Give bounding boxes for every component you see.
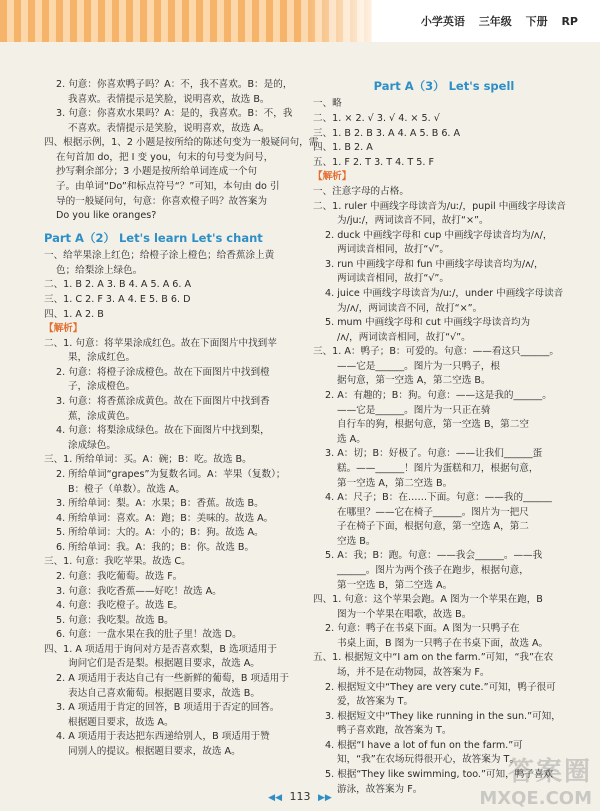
header-bar xyxy=(0,0,600,42)
answer-line: 子，涂成橙色。 xyxy=(68,381,136,393)
answer-line: 不喜欢。表情提示是笑脸，说明喜欢，故选 A。 xyxy=(68,122,270,134)
answer-line: 4. 句意：将梨涂成绿色。故在下面图片中找到梨， xyxy=(56,425,270,437)
answer-line: 3. 根据短文中“They like running in the sun.”可知， xyxy=(325,710,561,722)
answer-line: 2. A：有趣的；B：狗。句意：——这是我的______。 xyxy=(325,390,552,402)
answer-line: 4. 根据“I have a lot of fun on the farm.”可 xyxy=(325,739,523,751)
answer-line: 书桌上面，B 图为一只鸭子在书桌下面，故选 A。 xyxy=(337,637,549,649)
answer-line: 3. 句意：将香蕉涂成黄色。故在下面图片中找到香 xyxy=(56,396,270,408)
prev-arrows-icon: ◀◀ xyxy=(268,793,282,803)
subject-label: 小学英语 xyxy=(420,15,465,28)
answer-line: 鸭子喜欢跑，故答案为 T。 xyxy=(337,725,452,737)
answer-line: /ʌ/，两词读音相同，故打“√”。 xyxy=(337,331,471,343)
answer-line: 子在椅子下面，根据句意，第一空选 A，第二 xyxy=(337,521,529,533)
answer-line: 2. 句意：将橙子涂成橙色。故在下面图片中找到橙 xyxy=(56,366,270,378)
answer-line: 三、1. A：鸭子；B：可爱的。句意：——看这只______。 xyxy=(313,346,560,358)
answer-line: 两词读音相同，故打“√”。 xyxy=(337,244,449,256)
answer-line: 二、1. 句意：将苹果涂成红色。故在下面图片中找到苹 xyxy=(44,337,277,349)
answer-line: 四、1. A 2. B xyxy=(44,308,104,320)
answer-line: 三、1. C 2. F 3. A 4. E 5. B 6. D xyxy=(44,293,191,305)
answer-line: 2. 句意：你喜欢鸭子吗？A：不，我不喜欢。B：是的， xyxy=(56,79,293,90)
answer-line: 一、注意字母的占格。 xyxy=(313,185,409,197)
right-column xyxy=(313,78,575,797)
answer-line: ——它是______。图片为一只正在骑 xyxy=(337,404,491,416)
answer-line: 3. run 中画线字母和 fun 中画线字母读音均为/ʌ/， xyxy=(325,258,544,270)
grade-label: 三年级 xyxy=(478,15,512,28)
answer-line: 空选 B。 xyxy=(337,535,376,547)
answer-line: 表达自己喜欢葡萄。根据题目要求，故选 B。 xyxy=(68,687,260,699)
answer-line: 根据题目要求，故选 A。 xyxy=(68,716,174,728)
answer-line: 四、1. A 项适用于询问对方是否喜欢梨，B 选项适用于 xyxy=(44,643,277,655)
answer-line: 第一空选 B，第二空选 A。 xyxy=(337,579,453,591)
answer-line: 为/ʌ/，两词读音不同，故打“×”。 xyxy=(337,302,483,314)
header-meta xyxy=(411,13,578,29)
answer-line: 2. 所给单词“grapes”为复数名词。A：苹果（复数）； xyxy=(56,468,286,480)
answer-line: 四、1. B 2. A xyxy=(313,142,373,154)
watermark-logo: 答案圈 xyxy=(507,757,592,787)
answer-line: 据句意，第一空选 A，第二空选 B。 xyxy=(337,375,491,387)
answer-line: 询问它们是否是梨。根据题目要求，故选 A。 xyxy=(68,658,260,670)
answer-line: 四、根据示例，1、2 小题是按所给的陈述句变为一般疑问句，需 xyxy=(44,137,319,149)
section-heading: Part A（2） Let's learn Let's chant xyxy=(44,230,263,245)
answer-line: 一、给苹果涂上红色；给橙子涂上橙色；给香蕉涂上黄 xyxy=(44,250,275,262)
answer-line: 3. 句意：你喜欢水果吗？A：是的，我喜欢。B：不，我 xyxy=(56,108,293,120)
edition-label: RP xyxy=(561,15,578,28)
answer-line: 5. 所给单词：大的。A：小的；B：狗。故选 A。 xyxy=(56,527,264,539)
page-number: 113 xyxy=(289,790,311,803)
next-arrows-icon: ▶▶ xyxy=(318,793,332,803)
answer-line: 4. juice 中画线字母读音为/uː/，under 中画线字母读音 xyxy=(325,287,564,299)
answer-line: 4. A 项适用于表达把东西递给别人，B 项适用于赞 xyxy=(56,731,270,743)
answer-line: 3. A：切；B：好极了。句意：——让我们______蛋 xyxy=(325,448,543,460)
answer-line: 一、略 xyxy=(313,98,342,110)
answer-line: 蕉，涂成黄色。 xyxy=(68,410,136,422)
answer-line: 糕。——______！图片为蛋糕和刀，根据句意， xyxy=(337,462,539,474)
answer-line: 4. 所给单词：喜欢。A：跑；B：美味的。故选 A。 xyxy=(56,512,274,524)
answer-line: 二、1. ruler 中画线字母读音为/uː/，pupil 中画线字母读音 xyxy=(313,200,566,212)
answer-line: 同别人的提议。根据题目要求，故选 A。 xyxy=(68,745,241,757)
answer-line: 两词读音相同，故打“√”。 xyxy=(337,273,449,285)
answer-line: 在句首加 do，把 I 变 you，句末的句号变为问号， xyxy=(56,151,274,163)
answer-line: 涂成绿色。 xyxy=(68,439,116,451)
answer-line: ——它是______。图片为一只鸭子，根 xyxy=(337,360,501,372)
answer-line: 5. mum 中画线字母和 cut 中画线字母读音均为 xyxy=(325,317,531,329)
answer-line: 5. A：我；B：跑。句意：——我会______。——我 xyxy=(325,550,543,562)
section-heading: Part A（3） Let's spell xyxy=(373,79,515,93)
answer-line: 4. A：尺子；B：在……下面。句意：——我的______ xyxy=(325,492,552,504)
answer-line: 三、1. 所给单词：买。A：碗；B：吃。故选 B。 xyxy=(44,454,252,466)
answer-line: 二、1. × 2. √ 3. √ 4. × 5. √ xyxy=(313,113,440,125)
answer-line: 知，“我”在农场玩得很开心，故答案为 T。 xyxy=(337,754,519,766)
term-label: 下册 xyxy=(525,15,548,28)
answer-line: 2. 句意：鸭子在书桌下面。A 图为一只鸭子在 xyxy=(325,623,520,635)
answer-line: B：橙子（单数）。故选 A。 xyxy=(68,483,185,495)
answer-line: 子。由单词“Do”和标点符号“？”可知，本句由 do 引 xyxy=(56,181,280,193)
answer-line: 抄写剩余部分；3 小题是按所给单词连成一个句 xyxy=(56,166,258,178)
answer-line: 图为一个苹果在唱歌，故选 B。 xyxy=(337,608,472,620)
answer-line: 果，涂成红色。 xyxy=(68,352,136,364)
answer-line: 5. 句意：我吃梨。故选 B。 xyxy=(56,614,174,626)
answer-line: 五、1. F 2. T 3. T 4. T 5. F xyxy=(313,156,435,168)
analysis-label: 【解析】 xyxy=(44,323,83,335)
answer-line: 6. 所给单词：我。A：我的；B：你。故选 B。 xyxy=(56,541,255,553)
analysis-label: 【解析】 xyxy=(313,171,352,183)
answer-line: 爱，故答案为 T。 xyxy=(337,696,414,708)
answer-line: Do you like oranges? xyxy=(56,210,157,222)
answer-line: 3. 所给单词：梨。A：水果；B：香蕉。故选 B。 xyxy=(56,498,264,510)
answer-line: 三、1. B 2. B 3. A 4. A 5. B 6. A xyxy=(313,127,461,139)
answer-line: 场，并不是在动物园，故答案为 F。 xyxy=(337,667,490,679)
answer-line: 2. A 项适用于表达自己有一些新鲜的葡萄，B 项适用于 xyxy=(56,673,289,685)
answer-line: 导的一般疑问句，句意：你喜欢橙子吗？故答案为 xyxy=(56,195,268,207)
answer-line: 二、1. B 2. A 3. B 4. A 5. A 6. A xyxy=(44,279,192,291)
answer-line: 四、1. 句意：这个苹果会跑。A 图为一个苹果在跑，B xyxy=(313,594,543,606)
answer-line: 游泳，故答案为 F。 xyxy=(337,783,423,795)
answer-line: 三、1. 句意：我吃苹果。故选 C。 xyxy=(44,556,191,568)
answer-line: 我喜欢。表情提示是笑脸，说明喜欢，故选 B。 xyxy=(68,93,270,105)
answer-line: 3. A 项适用于肯定的回答，B 项适用于否定的回答。 xyxy=(56,702,280,714)
answer-line: 为/juː/，两词读音不同，故打“×”。 xyxy=(337,215,489,227)
left-column xyxy=(44,78,319,759)
answer-line: 2. duck 中画线字母和 cup 中画线字母读音均为/ʌ/， xyxy=(325,229,553,241)
answer-line: 选 A。 xyxy=(337,433,366,445)
answer-line: 第一空选 A，第二空选 B。 xyxy=(337,477,453,489)
answer-line: 2. 句意：我吃葡萄。故选 F。 xyxy=(56,570,183,582)
answer-line: 6. 句意：一盘水果在我的肚子里！故选 D。 xyxy=(56,629,242,641)
answer-line: 五、1. 根据短文中“I am on the farm.”可知，“我”在农 xyxy=(313,652,554,664)
answer-line: 自行车的狗，根据句意，第一空选 B，第二空 xyxy=(337,419,529,431)
answer-line: ______。图片为两个孩子在跑步，根据句意， xyxy=(337,564,529,576)
answer-line: 3. 句意：我吃香蕉——好吃！故选 A。 xyxy=(56,585,222,597)
answer-line: 在哪里？——它在椅子______。图片为一把尺 xyxy=(337,506,529,518)
watermark-url: MXQE.COM xyxy=(479,788,592,809)
answer-line: 2. 根据短文中“They are very cute.”可知，鸭子很可 xyxy=(325,681,556,693)
answer-line: 5. 根据“They like swimming, too.”可知，鸭子喜欢 xyxy=(325,769,554,781)
answer-line: 4. 句意：我吃橙子。故选 E。 xyxy=(56,600,183,612)
watermark xyxy=(479,751,592,809)
answer-line: 色；给梨涂上绿色。 xyxy=(56,264,143,276)
